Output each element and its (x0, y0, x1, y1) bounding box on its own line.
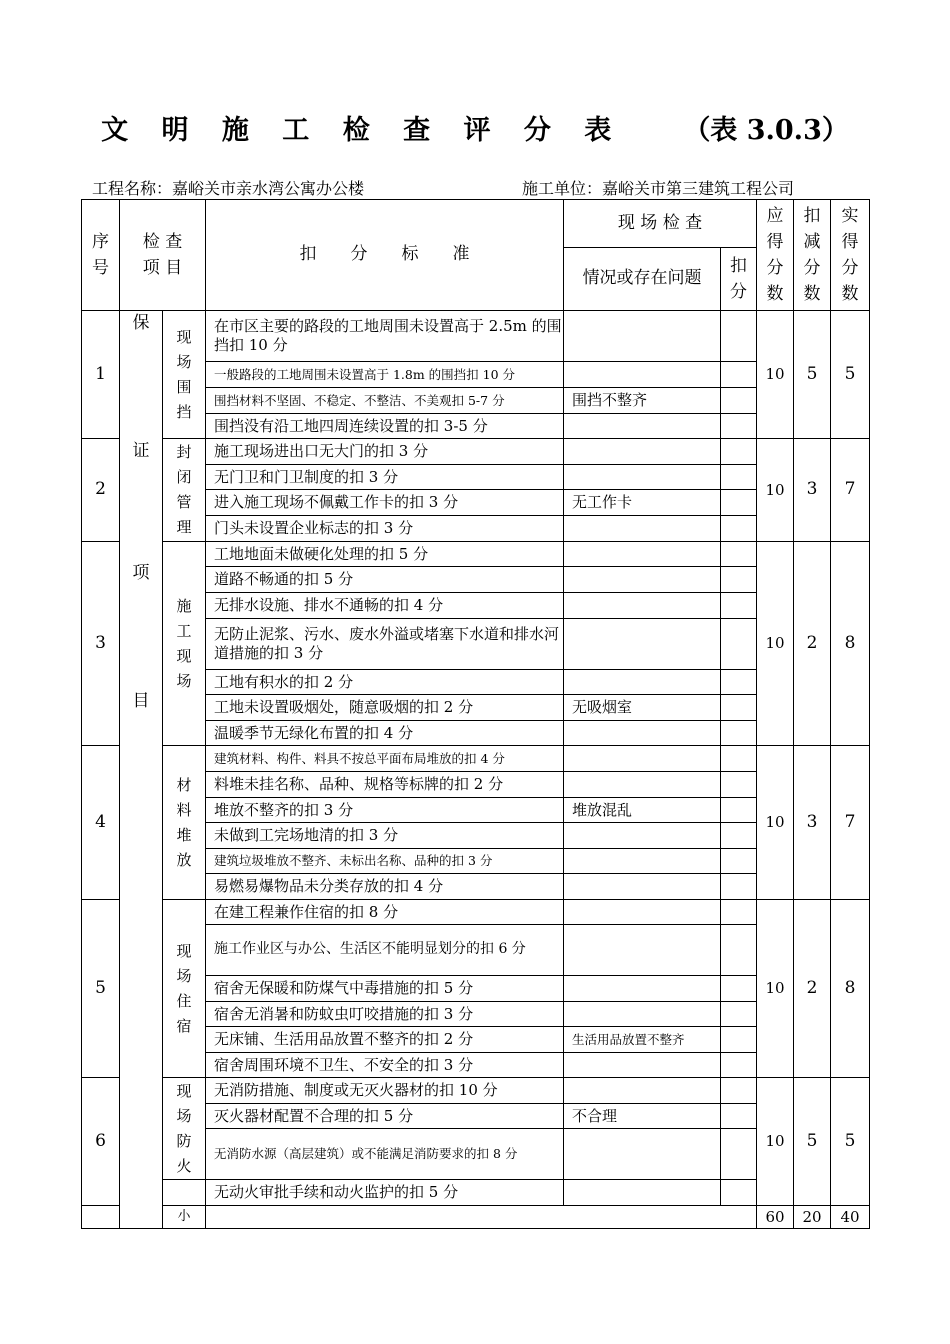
standard-text: 无排水设施、排水不通畅的扣 4 分 (206, 593, 564, 619)
deduct-cell (721, 976, 757, 1002)
header-site-check: 现 场 检 查 (564, 200, 757, 248)
actual-score: 8 (831, 542, 870, 746)
standard-text: 围挡材料不坚固、不稳定、不整洁、不美观扣 5-7 分 (206, 388, 564, 414)
header-seq: 序号 (82, 200, 120, 311)
standard-text: 易燃易爆物品未分类存放的扣 4 分 (206, 874, 564, 900)
issue-text (564, 593, 721, 619)
section-number: 4 (82, 746, 120, 900)
standard-text: 无动火审批手续和动火监护的扣 5 分 (206, 1180, 564, 1206)
should-score: 10 (757, 746, 794, 900)
header-should-score: 应得分数 (757, 200, 794, 311)
deduct-cell (721, 1027, 757, 1053)
standard-text: 工地有积水的扣 2 分 (206, 670, 564, 695)
header-standard: 扣 分 标 准 (206, 200, 564, 311)
standard-text: 进入施工现场不佩戴工作卡的扣 3 分 (206, 490, 564, 516)
standard-text: 无防止泥浆、污水、废水外溢或堵塞下水道和排水河道措施的扣 3 分 (206, 619, 564, 670)
deduct-cell (721, 1129, 757, 1180)
issue-text: 无工作卡 (564, 490, 721, 516)
issue-text (564, 542, 721, 567)
deduct-cell (721, 516, 757, 542)
deduct-cell (721, 542, 757, 567)
issue-text (564, 1129, 721, 1180)
standard-text: 道路不畅通的扣 5 分 (206, 567, 564, 593)
standard-text: 在建工程兼作住宿的扣 8 分 (206, 900, 564, 925)
standard-text: 无消防水源（高层建筑）或不能满足消防要求的扣 8 分 (206, 1129, 564, 1180)
standard-text: 无消防措施、制度或无灭火器材的扣 10 分 (206, 1078, 564, 1104)
issue-text (564, 976, 721, 1002)
check-item-empty (163, 1180, 206, 1206)
deduct-cell (721, 746, 757, 772)
standard-text: 灭火器材配置不合理的扣 5 分 (206, 1104, 564, 1129)
issue-text: 无吸烟室 (564, 695, 721, 721)
issue-text: 堆放混乱 (564, 798, 721, 823)
actual-score: 5 (831, 1078, 870, 1206)
deduct-cell (721, 490, 757, 516)
standard-text: 工地地面未做硬化处理的扣 5 分 (206, 542, 564, 567)
subtotal-should: 60 (757, 1206, 794, 1229)
should-score: 10 (757, 542, 794, 746)
issue-text: 围挡不整齐 (564, 388, 721, 414)
deduct-cell (721, 567, 757, 593)
deduct-cell (721, 1002, 757, 1027)
header-deduct-score: 扣减分数 (794, 200, 831, 311)
project-name: 工程名称：嘉峪关市亲水湾公寓办公楼 (92, 179, 365, 198)
deduct-cell (721, 798, 757, 823)
standard-text: 在市区主要的路段的工地周围未设置高于 2.5m 的围挡扣 10 分 (206, 311, 564, 362)
standard-text: 围挡没有沿工地四周连续设置的扣 3-5 分 (206, 414, 564, 439)
issue-text (564, 1180, 721, 1206)
header-check-item: 检 查 项 目 (120, 200, 206, 311)
issue-text (564, 311, 721, 362)
actual-score: 7 (831, 439, 870, 542)
issue-text (564, 823, 721, 849)
issue-text (564, 439, 721, 465)
check-item: 材料堆放 (163, 746, 206, 900)
actual-score: 8 (831, 900, 870, 1078)
subtotal-blank (206, 1206, 757, 1229)
deduct-cell (721, 439, 757, 465)
deduct-cell (721, 695, 757, 721)
check-item: 现场围挡 (163, 311, 206, 439)
title-text: 文 明 施 工 检 查 评 分 表 (101, 115, 624, 146)
deduct-cell (721, 465, 757, 490)
deduct-score: 2 (794, 900, 831, 1078)
standard-text: 门头未设置企业标志的扣 3 分 (206, 516, 564, 542)
standard-text: 施工现场进出口无大门的扣 3 分 (206, 439, 564, 465)
standard-text: 宿舍无保暖和防煤气中毒措施的扣 5 分 (206, 976, 564, 1002)
page-title (0, 108, 950, 147)
issue-text (564, 516, 721, 542)
section-number: 3 (82, 542, 120, 746)
standard-text: 工地未设置吸烟处，随意吸烟的扣 2 分 (206, 695, 564, 721)
deduct-cell (721, 1180, 757, 1206)
issue-text (564, 619, 721, 670)
should-score: 10 (757, 439, 794, 542)
deduct-cell (721, 1053, 757, 1078)
deduct-cell (721, 311, 757, 362)
subtotal-seq (82, 1206, 120, 1229)
deduct-cell (721, 900, 757, 925)
header-issue: 情况或存在问题 (564, 248, 721, 311)
issue-text (564, 362, 721, 388)
deduct-cell (721, 593, 757, 619)
issue-text (564, 874, 721, 900)
standard-text: 宿舍周围环境不卫生、不安全的扣 3 分 (206, 1053, 564, 1078)
deduct-cell (721, 823, 757, 849)
issue-text (564, 567, 721, 593)
header-deduct: 扣分 (721, 248, 757, 311)
issue-text: 生活用品放置不整齐 (564, 1027, 721, 1053)
issue-text (564, 465, 721, 490)
issue-text (564, 849, 721, 874)
issue-text (564, 1002, 721, 1027)
subtotal-label: 小 (163, 1206, 206, 1229)
standard-text: 料堆未挂名称、品种、规格等标牌的扣 2 分 (206, 772, 564, 798)
should-score: 10 (757, 1078, 794, 1206)
deduct-cell (721, 388, 757, 414)
deduct-cell (721, 619, 757, 670)
deduct-score: 3 (794, 439, 831, 542)
should-score: 10 (757, 900, 794, 1078)
category-cell: 保 证 项 目 (120, 311, 163, 1229)
issue-text (564, 670, 721, 695)
check-item: 施工现场 (163, 542, 206, 746)
deduct-cell (721, 874, 757, 900)
standard-text: 建筑垃圾堆放不整齐、未标出名称、品种的扣 3 分 (206, 849, 564, 874)
standard-text: 宿舍无消暑和防蚊虫叮咬措施的扣 3 分 (206, 1002, 564, 1027)
issue-text (564, 1053, 721, 1078)
deduct-cell (721, 772, 757, 798)
deduct-score: 2 (794, 542, 831, 746)
score-table (81, 199, 870, 1229)
issue-text (564, 772, 721, 798)
issue-text (564, 721, 721, 746)
standard-text: 无门卫和门卫制度的扣 3 分 (206, 465, 564, 490)
check-item: 封闭管理 (163, 439, 206, 542)
issue-text (564, 925, 721, 976)
standard-text: 未做到工完场地清的扣 3 分 (206, 823, 564, 849)
subtotal-actual: 40 (831, 1206, 870, 1229)
section-number: 1 (82, 311, 120, 439)
standard-text: 无床铺、生活用品放置不整齐的扣 2 分 (206, 1027, 564, 1053)
issue-text (564, 414, 721, 439)
deduct-cell (721, 362, 757, 388)
subtotal-deduct: 20 (794, 1206, 831, 1229)
actual-score: 5 (831, 311, 870, 439)
deduct-cell (721, 414, 757, 439)
deduct-score: 5 (794, 311, 831, 439)
deduct-score: 3 (794, 746, 831, 900)
issue-text (564, 900, 721, 925)
deduct-cell (721, 849, 757, 874)
construction-unit: 施工单位：嘉峪关市第三建筑工程公司 (522, 179, 795, 198)
deduct-cell (721, 721, 757, 746)
table-number: （表 3.0.3） (683, 115, 849, 146)
check-item: 现场住宿 (163, 900, 206, 1078)
deduct-score: 5 (794, 1078, 831, 1206)
standard-text: 温暖季节无绿化布置的扣 4 分 (206, 721, 564, 746)
standard-text: 一般路段的工地周围未设置高于 1.8m 的围挡扣 10 分 (206, 362, 564, 388)
deduct-cell (721, 1078, 757, 1104)
actual-score: 7 (831, 746, 870, 900)
check-item: 现场防火 (163, 1078, 206, 1180)
deduct-cell (721, 1104, 757, 1129)
issue-text: 不合理 (564, 1104, 721, 1129)
section-number: 5 (82, 900, 120, 1078)
standard-text: 施工作业区与办公、生活区不能明显划分的扣 6 分 (206, 925, 564, 976)
header-actual-score: 实得分数 (831, 200, 870, 311)
issue-text (564, 1078, 721, 1104)
deduct-cell (721, 670, 757, 695)
section-number: 6 (82, 1078, 120, 1206)
should-score: 10 (757, 311, 794, 439)
issue-text (564, 746, 721, 772)
standard-text: 建筑材料、构件、料具不按总平面布局堆放的扣 4 分 (206, 746, 564, 772)
deduct-cell (721, 925, 757, 976)
standard-text: 堆放不整齐的扣 3 分 (206, 798, 564, 823)
section-number: 2 (82, 439, 120, 542)
